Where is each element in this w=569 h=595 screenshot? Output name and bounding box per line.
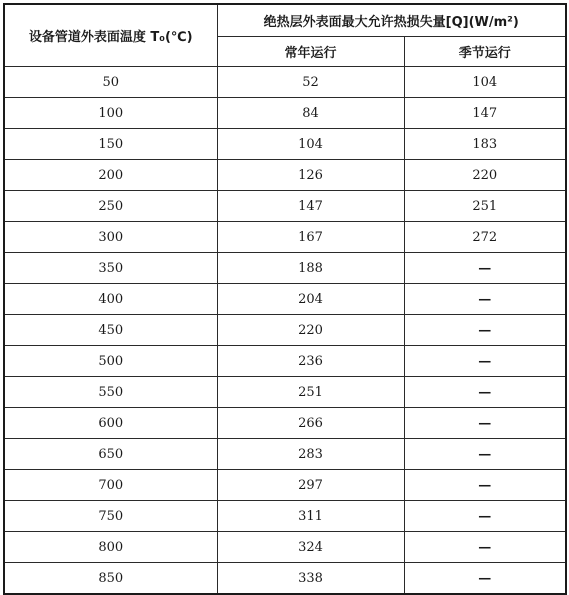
table-row [4, 377, 566, 408]
temperature-cell: 300 [4, 222, 217, 253]
seasonal-cell: 183 [404, 129, 566, 160]
temperature-header: 设备管道外表面温度 T₀(℃) [4, 4, 217, 67]
seasonal-cell: — [404, 501, 566, 532]
temperature-cell: 100 [4, 98, 217, 129]
heat-loss-table [3, 3, 567, 595]
table-header [4, 4, 566, 67]
year-round-cell: 338 [217, 563, 404, 595]
seasonal-cell: — [404, 377, 566, 408]
temperature-cell: 250 [4, 191, 217, 222]
temperature-cell: 800 [4, 532, 217, 563]
seasonal-cell: — [404, 315, 566, 346]
seasonal-cell: — [404, 563, 566, 595]
seasonal-cell: 147 [404, 98, 566, 129]
seasonal-cell: 251 [404, 191, 566, 222]
year-round-cell: 204 [217, 284, 404, 315]
table-row [4, 315, 566, 346]
seasonal-cell: — [404, 470, 566, 501]
table-row [4, 284, 566, 315]
table-row [4, 253, 566, 284]
year-round-cell: 52 [217, 67, 404, 98]
seasonal-cell: — [404, 346, 566, 377]
table-row [4, 532, 566, 563]
table-row [4, 501, 566, 532]
seasonal-cell: 220 [404, 160, 566, 191]
seasonal-cell: — [404, 408, 566, 439]
temperature-cell: 700 [4, 470, 217, 501]
seasonal-cell: — [404, 532, 566, 563]
temperature-cell: 750 [4, 501, 217, 532]
temperature-cell: 550 [4, 377, 217, 408]
year-round-cell: 324 [217, 532, 404, 563]
table-row [4, 222, 566, 253]
temperature-cell: 400 [4, 284, 217, 315]
seasonal-header: 季节运行 [404, 37, 566, 67]
year-round-cell: 311 [217, 501, 404, 532]
seasonal-cell: — [404, 253, 566, 284]
year-round-cell: 283 [217, 439, 404, 470]
year-round-cell: 84 [217, 98, 404, 129]
temperature-cell: 350 [4, 253, 217, 284]
heat-loss-group-header: 绝热层外表面最大允许热损失量[Q](W/m²) [217, 4, 566, 37]
year-round-header: 常年运行 [217, 37, 404, 67]
year-round-cell: 220 [217, 315, 404, 346]
year-round-cell: 266 [217, 408, 404, 439]
table-row [4, 470, 566, 501]
year-round-cell: 147 [217, 191, 404, 222]
table-row [4, 191, 566, 222]
table-row [4, 67, 566, 98]
seasonal-cell: 104 [404, 67, 566, 98]
table-row [4, 563, 566, 595]
year-round-cell: 251 [217, 377, 404, 408]
table-row [4, 408, 566, 439]
temperature-cell: 200 [4, 160, 217, 191]
year-round-cell: 188 [217, 253, 404, 284]
temperature-cell: 500 [4, 346, 217, 377]
seasonal-cell: — [404, 284, 566, 315]
year-round-cell: 297 [217, 470, 404, 501]
temperature-cell: 600 [4, 408, 217, 439]
year-round-cell: 104 [217, 129, 404, 160]
table-row [4, 129, 566, 160]
temperature-cell: 150 [4, 129, 217, 160]
table-body [4, 67, 566, 595]
year-round-cell: 126 [217, 160, 404, 191]
seasonal-cell: — [404, 439, 566, 470]
temperature-cell: 50 [4, 67, 217, 98]
temperature-cell: 850 [4, 563, 217, 595]
year-round-cell: 167 [217, 222, 404, 253]
temperature-cell: 650 [4, 439, 217, 470]
year-round-cell: 236 [217, 346, 404, 377]
table-row [4, 98, 566, 129]
temperature-cell: 450 [4, 315, 217, 346]
table-row [4, 346, 566, 377]
table-row [4, 439, 566, 470]
seasonal-cell: 272 [404, 222, 566, 253]
table-row [4, 160, 566, 191]
